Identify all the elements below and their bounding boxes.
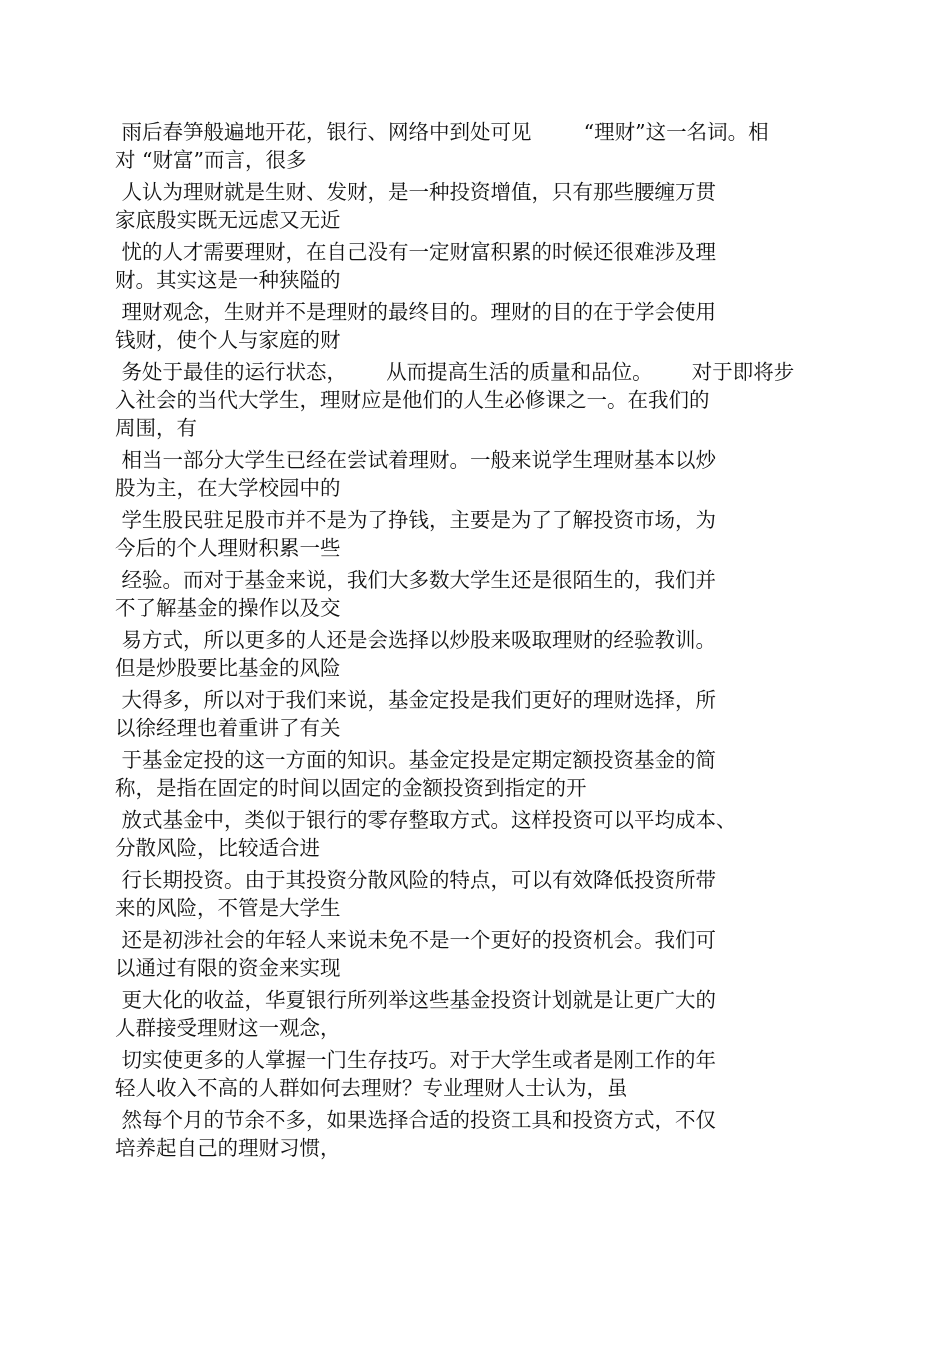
text-line: 称，是指在固定的时间以固定的金额投资到指定的开: [115, 776, 587, 800]
text-line: 于基金定投的这一方面的知识。基金定投是定期定额投资基金的简: [115, 748, 717, 772]
text-line: 培养起自己的理财习惯，: [115, 1136, 341, 1160]
text-line: 相当一部分大学生已经在尝试着理财。一般来说学生理财基本以炒: [115, 448, 717, 472]
text-line: 放式基金中，类似于银行的零存整取方式。这样投资可以平均成本、: [115, 808, 737, 832]
text-line: 然每个月的节余不多，如果选择合适的投资工具和投资方式，不仅: [115, 1108, 717, 1132]
text-line: 还是初涉社会的年轻人来说未免不是一个更好的投资机会。我们可: [115, 928, 717, 952]
text-line: 家底殷实既无远虑又无近: [115, 208, 341, 232]
text-line: 不了解基金的操作以及交: [115, 596, 341, 620]
text-line: 但是炒股要比基金的风险: [115, 656, 341, 680]
text-line: 理财观念，生财并不是理财的最终目的。理财的目的在于学会使用: [115, 300, 717, 324]
text-line: 更大化的收益，华夏银行所列举这些基金投资计划就是让更广大的: [115, 988, 717, 1012]
text-line: 人群接受理财这一观念，: [115, 1016, 341, 1040]
text-line: 周围，有: [115, 416, 197, 440]
text-line: 经验。而对于基金来说，我们大多数大学生还是很陌生的，我们并: [115, 568, 717, 592]
text-line: 入社会的当代大学生，理财应是他们的人生必修课之一。在我们的: [115, 388, 710, 412]
text-line: 大得多，所以对于我们来说，基金定投是我们更好的理财选择，所: [115, 688, 717, 712]
text-line: 轻人收入不高的人群如何去理财？专业理财人士认为，虽: [115, 1076, 628, 1100]
text-line: 雨后春笋般遍地开花，银行、网络中到处可见 “理财”这一名词。相: [115, 120, 769, 144]
text-line: 以通过有限的资金来实现: [115, 956, 341, 980]
text-line: 切实使更多的人掌握一门生存技巧。对于大学生或者是刚工作的年: [115, 1048, 717, 1072]
text-line: 钱财，使个人与家庭的财: [115, 328, 341, 352]
text-line: 来的风险，不管是大学生: [115, 896, 341, 920]
text-line: 以徐经理也着重讲了有关: [115, 716, 341, 740]
text-line: 今后的个人理财积累一些: [115, 536, 341, 560]
text-line: 忧的人才需要理财，在自己没有一定财富积累的时候还很难涉及理: [115, 240, 717, 264]
text-line: 务处于最佳的运行状态， 从而提高生活的质量和品位。 对于即将步: [115, 360, 795, 384]
text-line: 易方式，所以更多的人还是会选择以炒股来吸取理财的经验教训。: [115, 628, 717, 652]
document-body: [115, 118, 835, 1162]
text-line: 股为主，在大学校园中的: [115, 476, 341, 500]
text-line: 分散风险，比较适合进: [115, 836, 320, 860]
text-line: 学生股民驻足股市并不是为了挣钱，主要是为了了解投资市场，为: [115, 508, 717, 532]
text-line: 财。其实这是一种狭隘的: [115, 268, 341, 292]
text-line: 人认为理财就是生财、发财，是一种投资增值，只有那些腰缠万贯: [115, 180, 717, 204]
text-line: 对 “财富”而言，很多: [115, 148, 307, 172]
text-line: 行长期投资。由于其投资分散风险的特点，可以有效降低投资所带: [115, 868, 717, 892]
